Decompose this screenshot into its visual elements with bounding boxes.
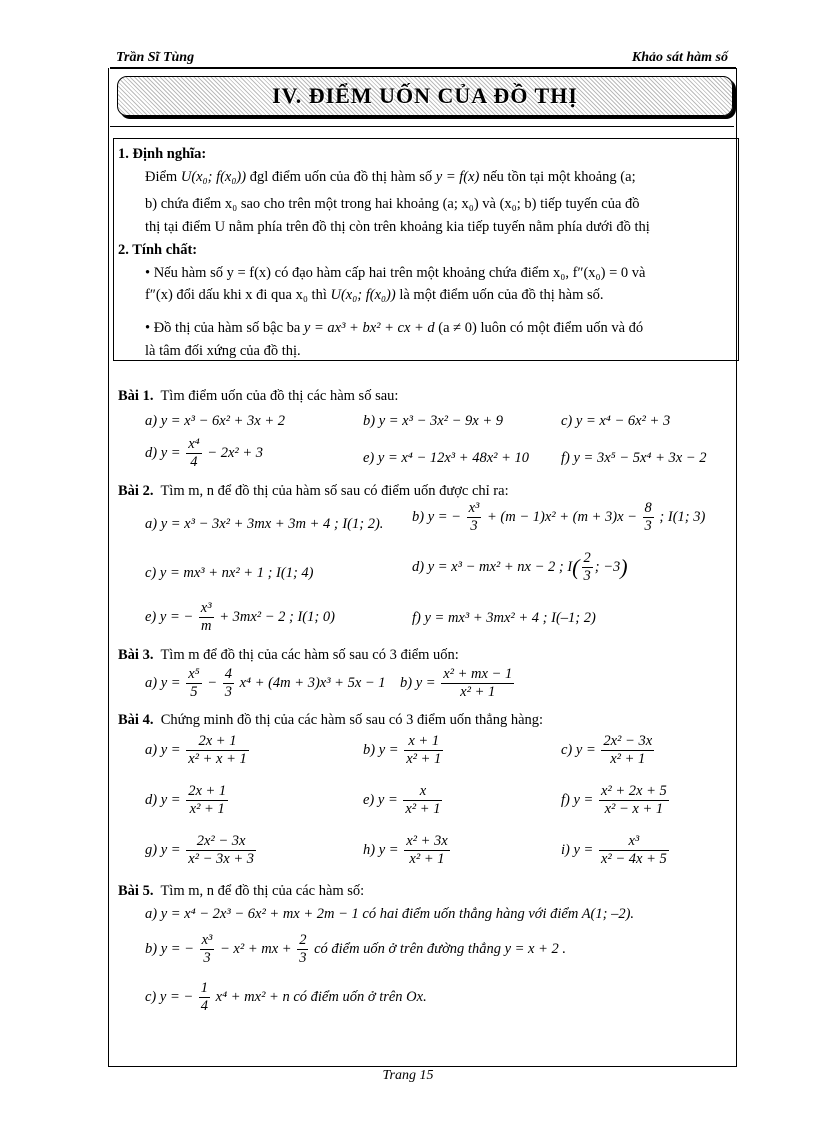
header-subject: Khảo sát hàm số [631,50,728,65]
fraction: $\frac{\text{x² + 3x}}{\text{x² + 1}}$ [406,833,448,867]
page-header [116,50,728,68]
property-2-line-2: là tâm đối xứng của đồ thị. [145,343,301,359]
exercise-1c: c) y = x⁴ − 6x² + 3 [561,413,671,429]
point-notation: U(x₀; f(x₀)) [180,169,247,185]
exercise-4-item: h) y = $\frac{\text{x² + 3x}}{\text{x² + 1}}$ [363,833,448,867]
fraction: $\frac{x}{\text{x² + 1}}$ [405,783,441,817]
exercise-1f: f) y = 3x⁵ − 5x⁴ + 3x − 2 [561,450,707,466]
exercise-3-heading: Bài 3. Tìm m để đồ thị của các hàm số sau có 3 điểm uốn: [118,647,459,663]
exercise-2b: b) y = − $\frac{\text{x³}}{3}$ + (m − 1)x² + (m + 3)x − $\frac{8}{3}$ ; I(1; 3) [412,500,706,534]
property-1-line-2: f″(x) đổi dấu khi x đi qua x₀ thì U(x₀; f(x₀)) là một điểm uốn của đồ thị hàm số. [145,287,604,303]
fraction: $\frac{8}{3}$ [644,500,652,534]
property-1-line-1: • Nếu hàm số y = f(x) có đạo hàm cấp hai trên một khoảng chứa điểm x₀, f″(x₀) = 0 và [145,265,646,281]
exercise-2e: e) y = − $\frac{\text{x³}}{m}$ + 3mx² − 2 ; I(1; 0) [145,600,335,634]
exercise-4-heading: Bài 4. Chứng minh đồ thị của các hàm số sau có 3 điểm uốn thẳng hàng: [118,712,544,728]
exercise-1e: e) y = x⁴ − 12x³ + 48x² + 10 [363,450,530,466]
exercise-4-item: f) y = $\frac{\text{x² + 2x + 5}}{\text{x² − x + 1}}$ [561,783,667,817]
title-separator [110,126,734,127]
definition-line-2: b) chứa điểm x₀ sao cho trên một trong hai khoảng (a; x₀) và (x₀; b) tiếp tuyến của đồ [145,196,640,212]
fraction: $\frac{\text{x³}}{\text{x² − 4x + 5}}$ [600,833,667,867]
fraction: $\frac{2x + 1}{\text{x² + x + 1}}$ [188,733,247,767]
fraction: $\frac{1}{4}$ [200,980,209,1014]
fraction: $\frac{\text{2x² − 3x}}{\text{x² + 1}}$ [603,733,653,767]
exercise-2a: a) y = x³ − 3x² + 3mx + 3m + 4 ; I(1; 2). [145,516,384,532]
exercise-2c: c) y = mx³ + nx² + 1 ; I(1; 4) [145,565,314,581]
definition-line-1: Điểm U(x₀; f(x₀)) đgl điểm uốn của đồ thị hàm số y = f(x) nếu tồn tại một khoảng (a; [145,169,636,185]
exercise-4-item: b) y = $\frac{x + 1}{\text{x² + 1}}$ [363,733,442,767]
exercise-5b: b) y = − $\frac{\text{x³}}{3}$ − x² + mx + $\frac{2}{3}$ có điểm uốn ở trên đường thẳng y = x + 2 . [145,932,567,966]
exercise-1b: b) y = x³ − 3x² − 9x + 9 [363,413,504,429]
fraction: $\frac{2}{3}$ [583,550,591,584]
header-author: Trần Sĩ Tùng [116,50,195,65]
exercise-1-heading: Bài 1. Tìm điểm uốn của đồ thị các hàm số sau: [118,388,399,404]
fraction: $\frac{\text{x³}}{3}$ [468,500,480,534]
fraction: $\frac{\text{x² + 2x + 5}}{\text{x² − x + 1}}$ [600,783,667,817]
fraction: $\frac{2}{3}$ [299,932,307,966]
fraction: $\frac{4}{3}$ [224,666,232,700]
exercise-5-heading: Bài 5. Tìm m, n để đồ thị của các hàm số: [118,883,365,899]
exercise-4-item: c) y = $\frac{\text{2x² − 3x}}{\text{x² + 1}}$ [561,733,653,767]
fraction: $\frac{\text{x³}}{m}$ [200,600,212,634]
exercise-1d: d) y = $\frac{\text{x⁴}}{4}$ − 2x² + 3 [145,436,264,470]
exercise-2-heading: Bài 2. Tìm m, n để đồ thị của hàm số sau có điểm uốn được chỉ ra: [118,483,509,499]
exercise-2f: f) y = mx³ + 3mx² + 4 ; I(–1; 2) [412,610,596,626]
exercise-4-item: i) y = $\frac{\text{x³}}{\text{x² − 4x + 5}}$ [561,833,667,867]
exercise-4-item: e) y = $\frac{x}{\text{x² + 1}}$ [363,783,441,817]
fraction: $\frac{\text{x² + mx − 1}}{\text{x² + 1}}$ [443,666,513,700]
fraction: $\frac{\text{x⁵}}{5}$ [188,666,200,700]
definition-line-3: thị tại điểm U nằm phía trên đồ thị còn trên khoảng kia tiếp tuyến nằm phía dưới đồ thị [145,219,650,235]
exercise-2d: d) y = x³ − mx² + nx − 2 ; I( $\frac{2}{3}$ ; −3) [412,550,628,584]
fraction: $\frac{2x + 1}{\text{x² + 1}}$ [188,783,227,817]
page-number: Trang 15 [382,1068,434,1083]
exercise-1a: a) y = x³ − 6x² + 3x + 2 [145,413,286,429]
exercise-5a: a) y = x⁴ − 2x³ − 6x² + mx + 2m − 1 có hai điểm uốn thẳng hàng với điểm A(1; –2). [145,906,635,922]
section-title: IV. ĐIỂM UỐN CỦA ĐỒ THỊ [272,83,578,108]
definition-heading: 1. Định nghĩa: [118,146,207,162]
property-2-line-1: • Đồ thị của hàm số bậc ba y = ax³ + bx² + cx + d (a ≠ 0) luôn có một điểm uốn và đó [145,320,644,336]
exercise-4-item: d) y = $\frac{2x + 1}{\text{x² + 1}}$ [145,783,227,817]
exercise-3a: a) y = $\frac{\text{x⁵}}{5}$ − $\frac{4}{3}$ x⁴ + (4m + 3)x³ + 5x − 1 [145,666,386,700]
fraction: $\frac{\text{x³}}{3}$ [201,932,213,966]
property-heading: 2. Tính chất: [118,242,198,258]
fraction: $\frac{x + 1}{\text{x² + 1}}$ [406,733,442,767]
exercise-3b: b) y = $\frac{\text{x² + mx − 1}}{\text{x² + 1}}$ [400,666,513,700]
fraction: $\frac{\text{x⁴}}{4}$ [188,436,200,470]
section-title-banner [117,76,733,116]
exercise-4-item: a) y = $\frac{2x + 1}{\text{x² + x + 1}}$ [145,733,247,767]
exercise-5c: c) y = − $\frac{1}{4}$ x⁴ + mx² + n có điểm uốn ở trên Ox. [145,980,427,1014]
exercise-4-item: g) y = $\frac{\text{2x² − 3x}}{\text{x² − 3x + 3}}$ [145,833,254,867]
fraction: $\frac{\text{2x² − 3x}}{\text{x² − 3x + 3}}$ [188,833,254,867]
